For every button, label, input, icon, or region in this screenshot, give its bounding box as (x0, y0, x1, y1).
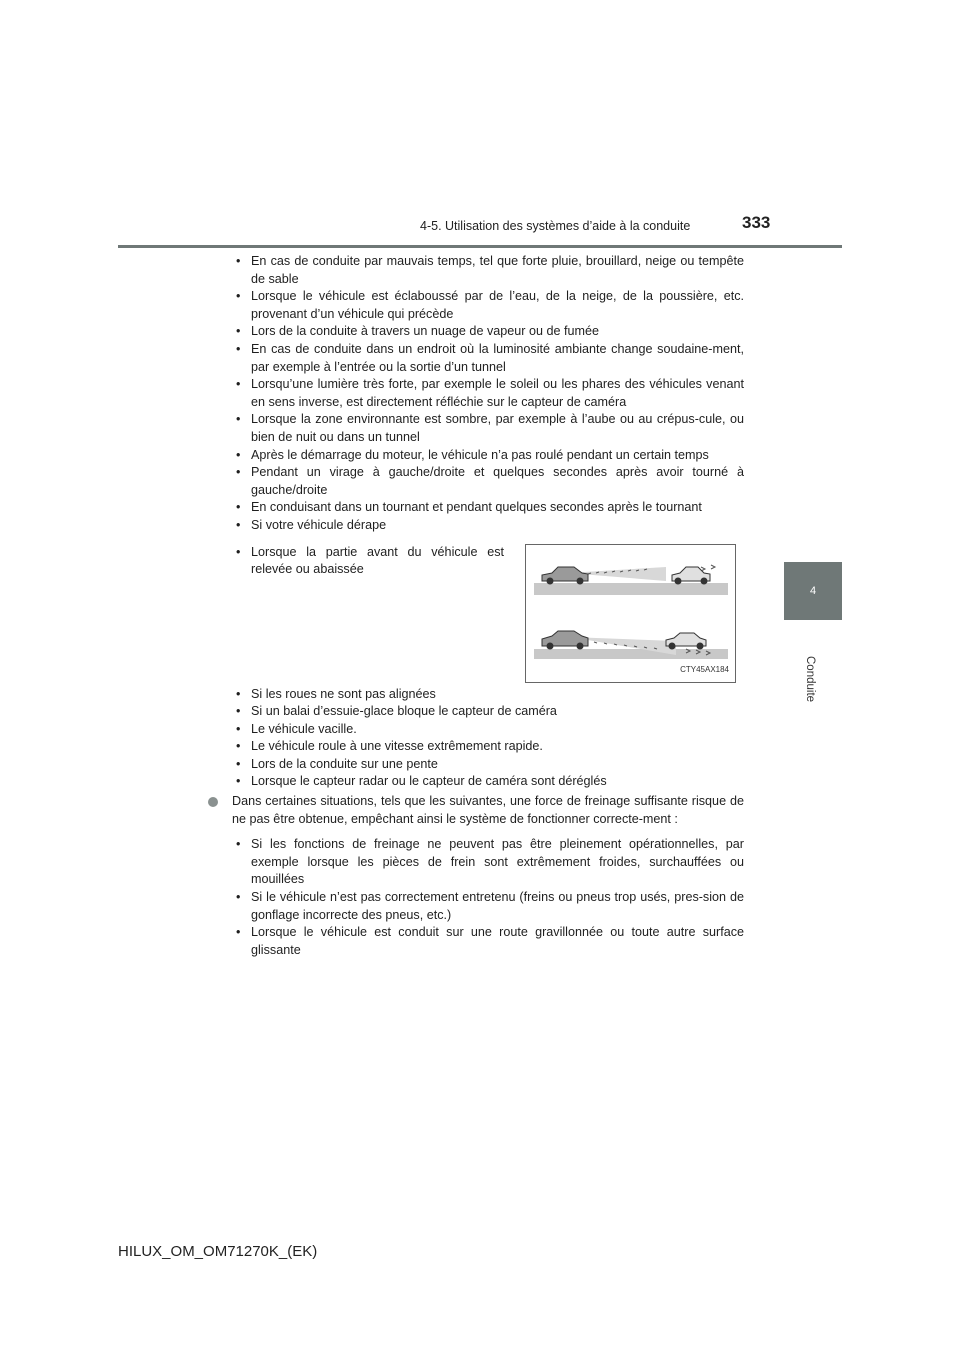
figure-row (232, 544, 744, 686)
page-number: 333 (742, 213, 771, 232)
list-item: • Lorsque le capteur radar ou le capteur de caméra sont déréglés (232, 773, 744, 791)
list-item: • Lorsque le véhicule est éclaboussé par de l’eau, de la neige, de la poussière, etc. provenant d’un véhicule qui précède (232, 288, 744, 323)
list-item: • Le véhicule vacille. (232, 721, 744, 739)
list-item: • Lors de la conduite à travers un nuage de vapeur ou de fumée (232, 323, 744, 341)
content-body (232, 253, 744, 959)
list-item: • Lorsque la partie avant du véhicule est relevée ou abaissée (232, 544, 504, 579)
list-item: • Si un balai d’essuie-glace bloque le capteur de caméra (232, 703, 744, 721)
list-item: • Lorsque le véhicule est conduit sur une route gravillonnée ou toute autre surface glissante (232, 924, 744, 959)
list-item: • Si les fonctions de freinage ne peuvent pas être pleinement opérationnelles, par exemple lorsque les pièces de frein sont extrêmement froides, surchauffées ou mouillées (232, 836, 744, 889)
road-lower (534, 649, 728, 659)
list-item: • Lorsqu’une lumière très forte, par exemple le soleil ou les phares des véhicules venant en sens inverse, est directement réfléchie sur le capteur de caméra (232, 376, 744, 411)
section-title: 4-5. Utilisation des systèmes d’aide à la conduite (420, 219, 691, 233)
list-item: • Si les roues ne sont pas alignées (232, 686, 744, 704)
header-divider (118, 245, 842, 248)
chapter-tab (784, 562, 842, 620)
braking-note-text: Dans certaines situations, tels que les suivantes, une force de freinage suffisante risque de ne pas être obtenue, empêchant ainsi le système de fonctionner correcte-ment : (232, 794, 744, 826)
braking-note (224, 793, 744, 828)
vehicle-pitch-illustration (525, 544, 736, 683)
circle-bullet-icon (208, 797, 218, 807)
road-upper (534, 583, 728, 595)
list-item: • Si votre véhicule dérape (232, 517, 744, 535)
list-item: • Si le véhicule n’est pas correctement entretenu (freins ou pneus trop usés, pres-sion de gonflage incorrecte des pneus, etc.) (232, 889, 744, 924)
list-item: • En conduisant dans un tournant et pendant quelques secondes après le tournant (232, 499, 744, 517)
list-item: • En cas de conduite par mauvais temps, tel que forte pluie, brouillard, neige ou tempête de sable (232, 253, 744, 288)
chapter-label: Conduite (804, 656, 816, 703)
list-item: • Lorsque la zone environnante est sombre, par exemple à l’aube ou au crépus-cule, ou bien de nuit ou dans un tunnel (232, 411, 744, 446)
document-code: HILUX_OM_OM71270K_(EK) (118, 1243, 318, 1260)
list-item: • Pendant un virage à gauche/droite et quelques secondes après avoir tourné à gauche/droite (232, 464, 744, 499)
list-item: • Le véhicule roule à une vitesse extrêmement rapide. (232, 738, 744, 756)
conditions-list-continued (232, 686, 744, 792)
figure-side-list (232, 544, 504, 579)
braking-conditions-list (232, 836, 744, 959)
list-item: • Lors de la conduite sur une pente (232, 756, 744, 774)
list-item: • En cas de conduite dans un endroit où la luminosité ambiante change soudaine-ment, par exemple à l’entrée ou la sortie d’un tunnel (232, 341, 744, 376)
figure-code: CTY45AX184 (680, 664, 729, 674)
chapter-number: 4 (809, 585, 817, 597)
list-item: • Après le démarrage du moteur, le véhicule n’a pas roulé pendant un certain temps (232, 447, 744, 465)
conditions-list (232, 253, 744, 535)
